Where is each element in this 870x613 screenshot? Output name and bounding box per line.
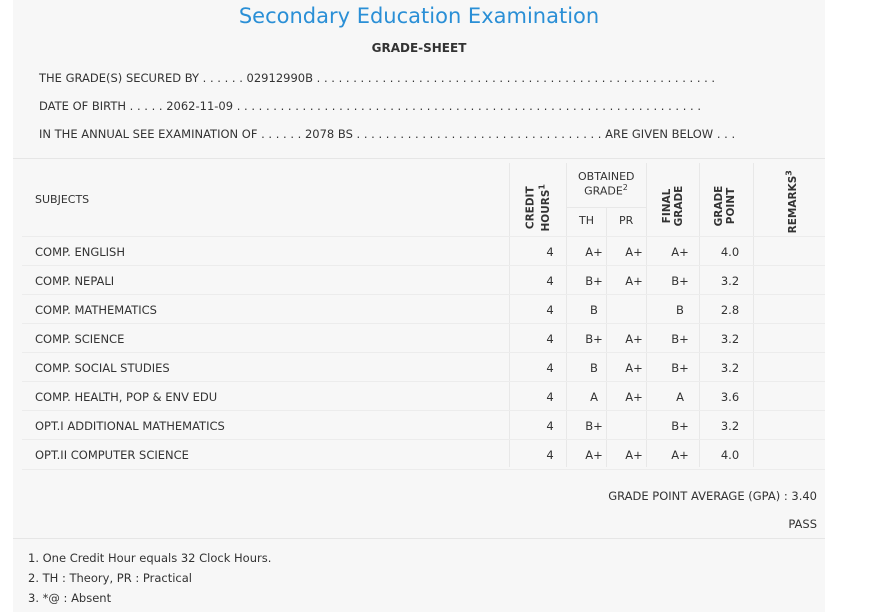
practical-grade: A+ [625, 245, 643, 259]
table-row [22, 323, 825, 353]
col-th: TH [579, 214, 594, 227]
result-status: PASS [788, 517, 817, 531]
table-row [22, 381, 825, 411]
subject-name: COMP. SCIENCE [35, 332, 125, 346]
table-row [22, 352, 825, 382]
grade-point: 2.8 [720, 303, 740, 317]
table-row [22, 265, 825, 295]
col-obtained-grade: OBTAINED GRADE$^2$ [578, 170, 635, 198]
theory-grade: B [590, 303, 598, 317]
final-grade: A [676, 390, 684, 404]
practical-grade: A+ [625, 274, 643, 288]
table-row [22, 439, 825, 470]
grade-sheet [13, 0, 825, 612]
grade-point: 4.0 [720, 245, 740, 259]
footnote-3: 3. *@ : Absent [28, 591, 112, 605]
subject-name: COMP. MATHEMATICS [35, 303, 157, 317]
final-grade: B [676, 303, 684, 317]
final-grade: B+ [671, 332, 689, 346]
exam-title: Secondary Education Examination [238, 4, 600, 28]
grade-point: 3.2 [720, 274, 740, 288]
col-subjects: SUBJECTS [35, 193, 90, 206]
subject-name: OPT.I ADDITIONAL MATHEMATICS [35, 419, 225, 433]
theory-grade: B+ [585, 332, 603, 346]
theory-grade: B+ [585, 419, 603, 433]
credit-hours: 4 [546, 245, 554, 259]
col-grade-point: GRADE POINT [713, 185, 737, 227]
grade-point: 3.2 [720, 419, 740, 433]
practical-grade: A+ [625, 332, 643, 346]
footnote-1: 1. One Credit Hour equals 32 Clock Hours. [28, 551, 272, 565]
subject-name: COMP. SOCIAL STUDIES [35, 361, 170, 375]
final-grade: A+ [671, 448, 689, 462]
col-credit-hours: CREDIT HOURS$^1$ [524, 184, 552, 232]
grade-point: 4.0 [720, 448, 740, 462]
table-row [22, 294, 825, 324]
table-row [22, 410, 825, 440]
grade-point: 3.2 [720, 361, 740, 375]
header-section [13, 0, 825, 159]
theory-grade: B+ [585, 274, 603, 288]
credit-hours: 4 [546, 332, 554, 346]
sheet-subtitle: GRADE-SHEET [371, 41, 467, 55]
footnotes [13, 538, 825, 613]
table-row [22, 236, 825, 266]
secured-by-line: THE GRADE(S) SECURED BY . . . . . . 02912990B . . . . . . . . . . . . . . . . . . . . . . . . . . . . . . . . . . . . . . . . . . . . . . . . . . . . . . . [39, 71, 716, 85]
practical-grade: A+ [625, 390, 643, 404]
credit-hours: 4 [546, 303, 554, 317]
subject-name: COMP. NEPALI [35, 274, 115, 288]
exam-year-line: IN THE ANNUAL SEE EXAMINATION OF . . . . . . 2078 BS . . . . . . . . . . . . . . . . . . . . . . . . . . . . . . . . . . ARE GIVEN BELOW . . . [39, 127, 736, 141]
grade-point: 3.2 [720, 332, 740, 346]
symbol-number: 02912990B [246, 71, 313, 85]
theory-grade: A+ [585, 245, 603, 259]
practical-grade: A+ [625, 448, 643, 462]
credit-hours: 4 [546, 361, 554, 375]
practical-grade: A+ [625, 361, 643, 375]
theory-grade: A [590, 390, 598, 404]
exam-year: 2078 BS [304, 127, 353, 141]
credit-hours: 4 [546, 390, 554, 404]
final-grade: B+ [671, 419, 689, 433]
credit-hours: 4 [546, 419, 554, 433]
date-of-birth: 2062-11-09 [166, 99, 234, 113]
grade-point: 3.6 [720, 390, 740, 404]
final-grade: B+ [671, 274, 689, 288]
theory-grade: B [590, 361, 598, 375]
col-remarks: REMARKS$^3$ [784, 170, 799, 234]
gpa-summary: GRADE POINT AVERAGE (GPA) : 3.40 [608, 489, 817, 503]
credit-hours: 4 [546, 448, 554, 462]
footnote-2: 2. TH : Theory, PR : Practical [28, 571, 192, 585]
theory-grade: A+ [585, 448, 603, 462]
col-final-grade: FINAL GRADE [661, 185, 685, 227]
credit-hours: 4 [546, 274, 554, 288]
subject-name: COMP. HEALTH, POP & ENV EDU [35, 390, 218, 404]
final-grade: A+ [671, 245, 689, 259]
subject-name: OPT.II COMPUTER SCIENCE [35, 448, 189, 462]
col-pr: PR [619, 214, 634, 227]
subject-name: COMP. ENGLISH [35, 245, 125, 259]
date-of-birth-line: DATE OF BIRTH . . . . . 2062-11-09 . . . . . . . . . . . . . . . . . . . . . . . . . . . . . . . . . . . . . . . . . . . . . . . . . . . . . . . . . . . . . . . . [39, 99, 701, 113]
final-grade: B+ [671, 361, 689, 375]
